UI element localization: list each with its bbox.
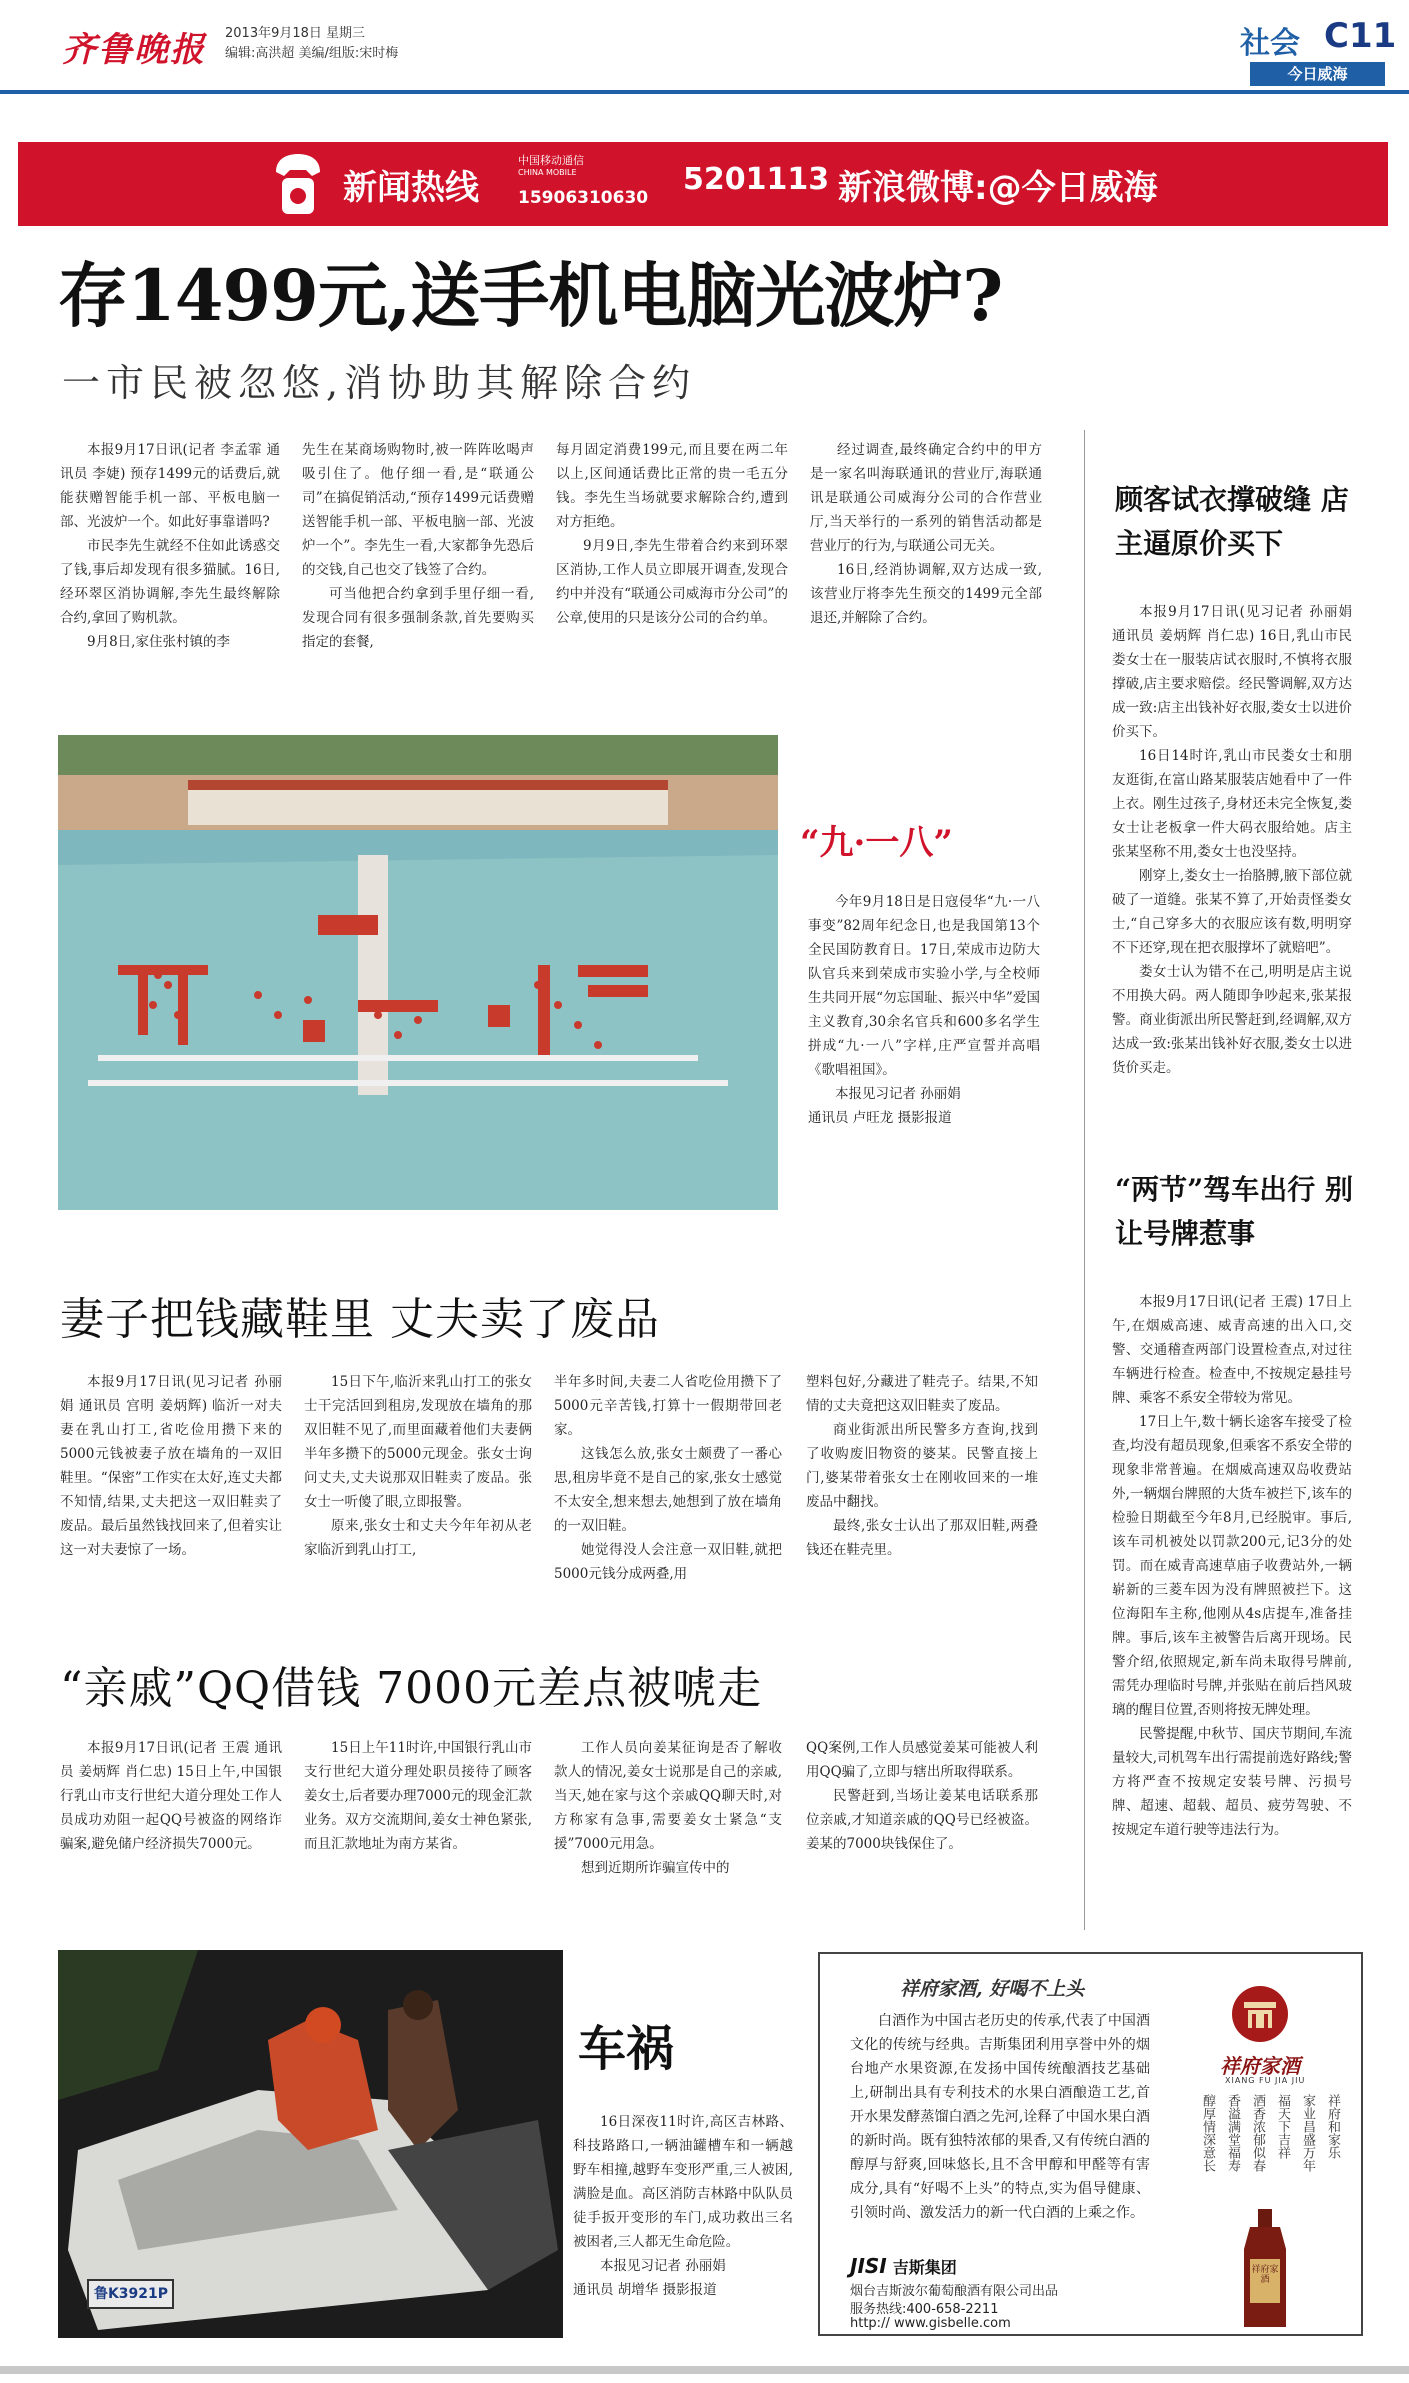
newspaper-logo: 齐鲁晚报 xyxy=(62,30,206,70)
qq-col-1 xyxy=(60,1736,282,1856)
lead-para: 先生在某商场购物时,被一阵阵吆喝声吸引住了。他仔细一看,是“联通公司”在搞促销活动,“预存1499元话费赠送智能手机一部、平板电脑一部、光波炉一个”。李先生一看,大家都争先恐后的交钱,自己也交了钱签了合约。 xyxy=(302,442,534,578)
accident-photo xyxy=(58,1950,563,2338)
lead-subheadline: 一市民被忽悠,消协助其解除合约 xyxy=(62,361,697,405)
poem-line: 祥府和家乐 xyxy=(1325,2094,1340,2159)
plates-body xyxy=(1112,1290,1352,1842)
hotline-phone-landline: 5201113 xyxy=(683,162,830,197)
lead-para: 16日,经消协调解,双方达成一致,该营业厅将李先生预交的1499元全部退还,并解除了合约。 xyxy=(810,562,1042,626)
photo-918-text: 今年9月18日是日寇侵华“九·一八事变”82周年纪念日,也是我国第13个全民国防教育日。17日,荣成市边防大队官兵来到荣成市实验小学,与全校师生共同开展“勿忘国耻、振兴中华”爱国主义教育,30余名官兵和600多名学生拼成“九·一八”字样,庄严宣誓并高唱《歌唱祖国》。 xyxy=(808,894,1040,1078)
shoes-headline: 妻子把钱藏鞋里 丈夫卖了废品 xyxy=(60,1294,660,1345)
qq-para: QQ案例,工作人员感觉姜某可能被人利用QQ骗了,立即与辖出所取得联系。 xyxy=(806,1740,1038,1780)
tryon-para: 娄女士认为错不在己,明明是店主说不用换大码。两人随即争吵起来,张某报警。商业街派出所民警赶到,经调解,双方达成一致:张某出钱补好衣服,娄女士以进货价买走。 xyxy=(1112,964,1352,1076)
poem-line: 香溢满堂福寿 xyxy=(1225,2094,1240,2172)
plates-headline-text: “两节”驾车出行 别让号牌惹事 xyxy=(1115,1173,1353,1250)
bottom-rule xyxy=(0,2366,1409,2374)
tryon-body xyxy=(1112,600,1352,1080)
shoes-col-3 xyxy=(554,1370,782,1586)
accident-credit: 本报见习记者 孙丽娟 xyxy=(600,2258,726,2274)
poem-line: 醇厚情深意长 xyxy=(1200,2094,1215,2172)
lead-col-2 xyxy=(302,438,534,654)
lead-para: 9月9日,李先生带着合约来到环翠区消协,工作人员立即展开调查,发现合约中并没有“联通公司威海市分公司”的公章,使用的只是该分公司的合约单。 xyxy=(556,538,788,626)
plates-para: 17日上午,数十辆长途客车接受了检查,均没有超员现象,但乘客不系安全带的现象非常普遍。在烟威高速双岛收费站外,一辆烟台牌照的大货车被拦下,该车的检验日期截至今年8月,已经脱审。事后,该车司机被处以罚款200元,记3分的处罚。而在威青高速草庙子收费站外,一辆崭新的三菱车因为没有牌照被拦下。这位海阳车主称,他刚从4s店提车,准备挂牌。事后,该车主被警告后离开现场。民警介绍,依照规定,新车尚未取得号牌前,需凭办理临时号牌,并张贴在前后挡风玻璃的醒目位置,否则将按无牌处理。 xyxy=(1112,1414,1352,1718)
shoes-para: 塑料包好,分藏进了鞋壳子。结果,不知情的丈夫竟把这双旧鞋卖了废品。 xyxy=(806,1374,1038,1414)
weibo-handle: 新浪微博:@今日威海 xyxy=(838,168,1158,208)
section-name: 社会 xyxy=(1240,26,1300,61)
lead-headline: 存1499元,送手机电脑光波炉? xyxy=(58,254,1003,337)
shoes-para: 本报9月17日讯(见习记者 孙丽娟 通讯员 宫明 姜炳辉) 临沂一对夫妻在乳山打工,省吃俭用攒下来的5000元钱被妻子放在墙角的一双旧鞋里。“保密”工作实在太好,连丈夫都不知情,结果,丈夫把这一双旧鞋卖了废品。最后虽然钱找回来了,但着实让这一对夫妻惊了一场。 xyxy=(60,1374,282,1558)
lead-para: 本报9月17日讯(记者 李孟霏 通讯员 李婕) 预存1499元的话费后,就能获赠智能手机一部、平板电脑一部、光波炉一个。如此好事靠谱吗? xyxy=(60,442,280,530)
product-name: 祥府家酒 xyxy=(1220,2054,1300,2078)
page-number: C11 xyxy=(1324,16,1397,56)
ad-text: 白酒作为中国古老历史的传承,代表了中国酒文化的传统与经典。吉斯集团利用享誉中外的烟台地产水果资源,在发扬中国传统酿酒技艺基础上,研制出具有专利技术的水果白酒酿造工艺,首开水果发酵蒸馏白酒之先河,诠释了中国水果白酒的新时尚。既有独特浓郁的果香,又有传统白酒的醇厚与舒爽,回味悠长,且不含甲醇和甲醛等有害成分,具有“好喝不上头”的特点,实为倡导健康、引领时尚、激发活力的新一代白酒的上乘之作。 xyxy=(850,2013,1150,2221)
china-mobile-brand: 中国移动通信 xyxy=(518,154,584,167)
editor-credits: 编辑:高洪超 美编/组版:宋时梅 xyxy=(225,46,399,61)
lead-para: 可当他把合约拿到手里仔细一看,发现合同有很多强制条款,首先要购买指定的套餐, xyxy=(302,586,534,650)
accident-caption xyxy=(573,2110,793,2302)
plates-para: 民警提醒,中秋节、国庆节期间,车流量较大,司机驾车出行需提前选好路线;警方将严查不按规定安装号牌、污损号牌、超速、超载、超员、疲劳驾驶、不按规定车道行驶等违法行为。 xyxy=(1112,1726,1352,1838)
accident-title: 车祸 xyxy=(578,2021,675,2077)
jisi-logo xyxy=(850,2254,957,2278)
lead-col-4 xyxy=(810,438,1042,630)
tryon-para: 刚穿上,娄女士一抬胳膊,腋下部位就破了一道缝。张某不算了,开始责怪娄女士,“自己穿多大的衣服应该有数,明明穿不下还穿,现在把衣服撑坏了就赔吧”。 xyxy=(1112,868,1352,956)
plates-para: 本报9月17日讯(记者 王震) 17日上午,在烟威高速、威青高速的出入口,交警、交通稽查两部门设置检查点,对过往车辆进行检查。检查中,不按规定悬挂号牌、乘客不系安全带较为常见。 xyxy=(1112,1294,1352,1406)
china-mobile-brand-en: CHINA MOBILE xyxy=(518,168,577,177)
shoes-para: 15日下午,临沂来乳山打工的张女士干完活回到租房,发现放在墙角的那双旧鞋不见了,而里面藏着他们夫妻俩半年多攒下的5000元现金。张女士询问丈夫,丈夫说那双旧鞋卖了废品。张女士一听傻了眼,立即报警。 xyxy=(304,1374,532,1510)
qq-col-3 xyxy=(554,1736,782,1880)
qq-para: 想到近期所诈骗宣传中的 xyxy=(581,1860,730,1876)
qq-headline: “亲戚”QQ借钱 7000元差点被唬走 xyxy=(60,1663,763,1714)
phone-icon xyxy=(268,148,328,220)
shoes-para: 这钱怎么放,张女士颇费了一番心思,租房毕竟不是自己的家,张女士感觉不太安全,想来想去,她想到了放在墙角的一双旧鞋。 xyxy=(554,1446,782,1534)
accident-credit: 通讯员 胡增华 摄影报道 xyxy=(573,2282,717,2298)
shoes-para: 她觉得没人会注意一双旧鞋,就把5000元钱分成两叠,用 xyxy=(554,1542,782,1582)
shoes-para: 最终,张女士认出了那双旧鞋,两叠钱还在鞋壳里。 xyxy=(806,1518,1038,1558)
lead-col-3 xyxy=(556,438,788,630)
hotline-banner xyxy=(18,142,1388,226)
shoes-para: 半年多时间,夫妻二人省吃俭用攒下了5000元辛苦钱,打算十一假期带回老家。 xyxy=(554,1374,782,1438)
masthead-rule xyxy=(0,90,1409,94)
shoes-col-4 xyxy=(806,1370,1038,1562)
masthead xyxy=(0,0,1409,96)
photo-918-credit: 通讯员 卢旺龙 摄影报道 xyxy=(808,1110,952,1126)
qq-col-4 xyxy=(806,1736,1038,1856)
poem-line: 酒香浓郁似春 xyxy=(1250,2094,1265,2172)
photo-918-ceremony xyxy=(58,735,778,1210)
issue-date: 2013年9月18日 星期三 xyxy=(225,26,366,41)
product-name-en: XIANG FU JIA JIU xyxy=(1225,2076,1306,2085)
shoes-para: 商业街派出所民警多方查询,找到了收购废旧物资的婆某。民警直接上门,婆某带着张女士在刚收回来的一堆废品中翻找。 xyxy=(806,1422,1038,1510)
bottle-label: 祥府家酒 xyxy=(1251,2265,1279,2285)
qq-para: 15日上午11时许,中国银行乳山市支行世纪大道分理处职员接待了顾客姜女士,后者要办理7000元的现金汇款业务。双方交流期间,姜女士神色紧张,而且汇款地址为南方某省。 xyxy=(304,1740,532,1852)
tryon-headline-text: 顾客试衣撑破缝 店主逼原价买下 xyxy=(1115,483,1349,560)
qq-para: 本报9月17日讯(记者 王震 通讯员 姜炳辉 肖仁忠) 15日上午,中国银行乳山市支行世纪大道分理处工作人员成功劝阻一起QQ号被盗的网络诈骗案,避免储户经济损失7000元。 xyxy=(60,1740,282,1852)
ad-body xyxy=(850,2009,1150,2225)
xiangfu-emblem xyxy=(1230,1984,1290,2044)
lead-para: 经过调查,最终确定合约中的甲方是一家名叫海联通讯的营业厅,海联通讯是联通公司威海分公司的合作营业厅,当天举行的一系列的销售活动都是营业厅的行为,与联通公司无关。 xyxy=(810,442,1042,554)
plates-headline xyxy=(1115,1168,1365,1256)
shoes-col-1 xyxy=(60,1370,282,1562)
poem-line: 家业昌盛万年 xyxy=(1300,2094,1315,2172)
tryon-para: 本报9月17日讯(见习记者 孙丽娟 通讯员 姜炳辉 肖仁忠) 16日,乳山市民娄女士在一服装店试衣服时,不慎将衣服撑破,店主要求赔偿。经民警调解,双方达成一致:店主出钱补好衣服,娄女士以进价价买下。 xyxy=(1112,604,1352,740)
lead-para: 每月固定消费199元,而且要在两二年以上,区间通话费比正常的贵一毛五分钱。李先生当场就要求解除合约,遭到对方拒绝。 xyxy=(556,442,788,530)
lead-para: 市民李先生就经不住如此诱惑交了钱,事后却发现有很多猫腻。16日,经环翠区消协调解,李先生最终解除合约,拿回了购机款。 xyxy=(60,538,280,626)
lead-para: 9月8日,家住张村镇的李 xyxy=(87,634,230,650)
accident-photo-panel xyxy=(58,1950,803,2338)
ad-slogan: 祥府家酒, 好喝不上头 xyxy=(900,1978,1085,2000)
tryon-para: 16日14时许,乳山市民娄女士和朋友逛街,在富山路某服装店她看中了一件上衣。刚生过孩子,身材还未完全恢复,娄女士让老板拿一件大码衣服给她。店主张某坚称不用,娄女士也没坚持。 xyxy=(1112,748,1352,860)
photo-918-title: “九·一八” xyxy=(800,823,953,863)
shoes-col-2 xyxy=(304,1370,532,1562)
qq-para: 民警赶到,当场让姜某电话联系那位亲戚,才知道亲戚的QQ号已经被盗。姜某的7000块钱保住了。 xyxy=(806,1788,1038,1852)
lead-col-1 xyxy=(60,438,280,654)
liquor-bottle xyxy=(1220,2209,1310,2329)
tryon-headline xyxy=(1115,478,1365,566)
qq-col-2 xyxy=(304,1736,532,1856)
ad-phone: 服务热线:400-658-2211 xyxy=(850,2302,999,2317)
ad-maker: 烟台吉斯波尔葡萄酿酒有限公司出品 xyxy=(850,2284,1059,2299)
license-plate: 鲁K3921P xyxy=(93,2286,169,2302)
subsection-badge: 今日威海 xyxy=(1250,62,1385,86)
china-mobile-logo xyxy=(518,152,584,177)
qq-para: 工作人员向姜某征询是否了解收款人的情况,姜女士说那是自己的亲戚,当天,她在家与这个亲戚QQ聊天时,对方称家有急事,需要姜女士紧急“支援”7000元用急。 xyxy=(554,1740,782,1852)
right-column-rule xyxy=(1084,430,1085,1930)
jisi-brand-name: 吉斯集团 xyxy=(892,2257,957,2277)
photo-918-credit: 本报见习记者 孙丽娟 xyxy=(835,1086,961,1102)
liquor-ad xyxy=(818,1952,1363,2336)
hotline-phone-mobile: 15906310630 xyxy=(518,188,649,208)
jisi-logo-mark: JISI xyxy=(850,2254,887,2278)
accident-text: 16日深夜11时许,高区吉林路、科技路路口,一辆油罐槽车和一辆越野车相撞,越野车变形严重,三人被困,满脸是血。高区消防吉林路中队队员徒手扳开变形的车门,成功救出三名被困者,三人都无生命危险。 xyxy=(573,2114,793,2250)
shoes-para: 原来,张女士和丈夫今年年初从老家临沂到乳山打工, xyxy=(304,1518,532,1558)
hotline-label: 新闻热线 xyxy=(343,168,479,208)
photo-918-caption xyxy=(808,890,1040,1130)
ad-url[interactable]: http:// www.gisbelle.com xyxy=(850,2316,1011,2331)
poem-line: 福天下吉祥 xyxy=(1275,2094,1290,2159)
ad-poem xyxy=(1192,2094,1342,2204)
